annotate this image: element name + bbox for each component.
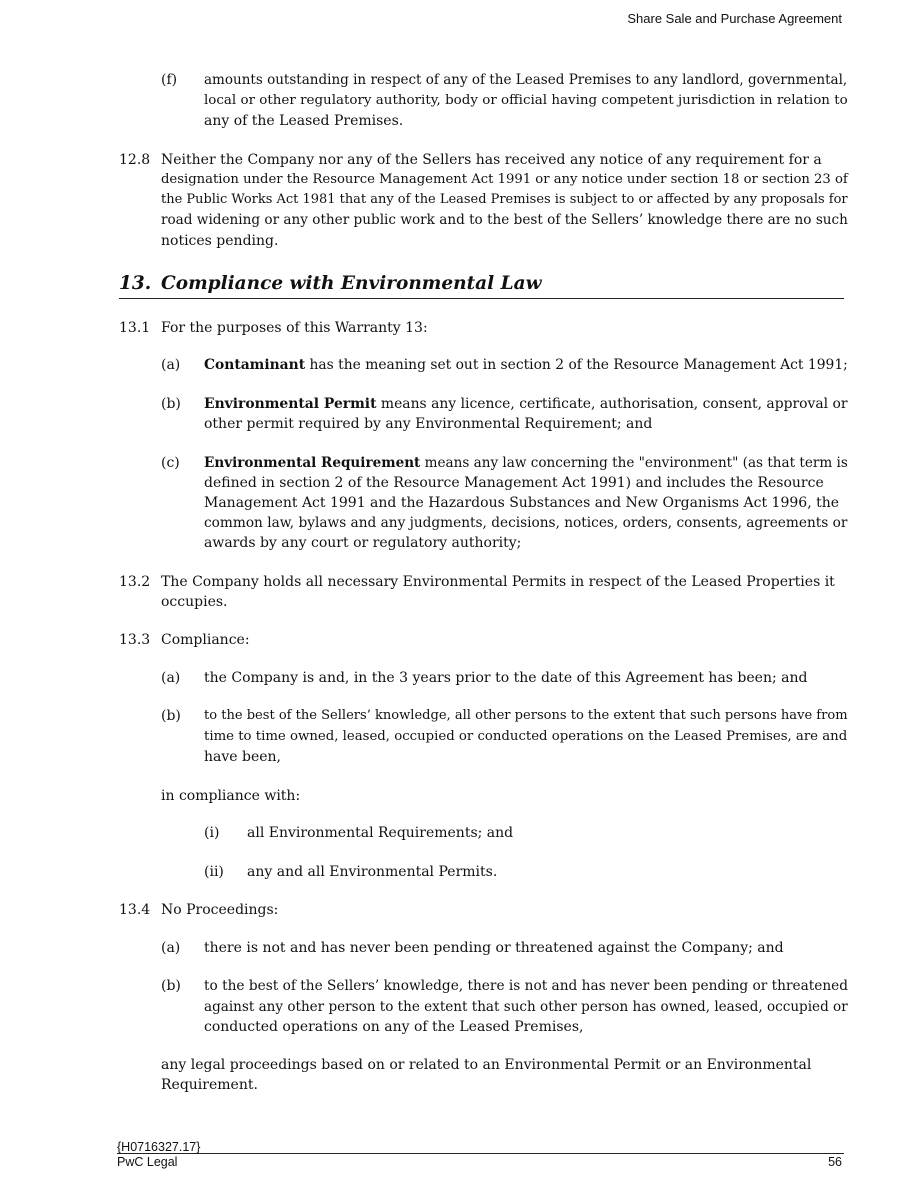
clause-number: 13.2 xyxy=(119,574,151,590)
clause-label: (a) xyxy=(161,670,181,686)
clause-label: (b) xyxy=(161,708,181,724)
clause-text-line: The Company holds all necessary Environmental Permits in respect of the Leased Properties it xyxy=(161,574,835,590)
definition-line: other permit required by any Environmental Requirement; and xyxy=(204,416,653,432)
definition-line xyxy=(204,355,848,375)
clause-text-line: have been, xyxy=(204,749,282,765)
definition-line xyxy=(204,394,848,414)
clause-label: (i) xyxy=(204,825,220,841)
clause-number: 12.8 xyxy=(119,152,151,168)
clause-text-line: there is not and has never been pending or threatened against the Company; and xyxy=(204,940,784,956)
clause-label: (a) xyxy=(161,940,181,956)
clause-label: (ii) xyxy=(204,864,224,880)
clause-text-line: the Company is and, in the 3 years prior to the date of this Agreement has been; and xyxy=(204,670,808,686)
clause-text-line: time to time owned, leased, occupied or conducted operations on the Leased Premises, are and xyxy=(204,729,848,744)
clause-text-line: to the best of the Sellers’ knowledge, there is not and has never been pending or threatened xyxy=(204,978,849,994)
clause-text-line: designation under the Resource Management Act 1991 or any notice under section 18 or section 23 of xyxy=(161,172,848,187)
section-title: Compliance with Environmental Law xyxy=(161,273,542,294)
clause-label: (c) xyxy=(161,455,180,471)
clause-text-line: For the purposes of this Warranty 13: xyxy=(161,320,428,336)
clause-text-line: No Proceedings: xyxy=(161,902,279,918)
definition-text: means any law concerning the "environment" (as that term is xyxy=(420,455,848,471)
definition-line: awards by any court or regulatory authority; xyxy=(204,535,522,551)
definition-line: common law, bylaws and any judgments, decisions, notices, orders, consents, agreements or xyxy=(204,515,848,531)
clause-text-line: the Public Works Act 1981 that any of the Leased Premises is subject to or affected by any proposals for xyxy=(161,192,848,207)
page-number: 56 xyxy=(828,1155,842,1169)
definition-line xyxy=(204,453,848,473)
clause-text-line: any and all Environmental Permits. xyxy=(247,864,498,880)
defined-term: Environmental Permit xyxy=(204,396,377,412)
clause-text-line: Requirement. xyxy=(161,1077,258,1093)
definition-line: Management Act 1991 and the Hazardous Substances and New Organisms Act 1996, the xyxy=(204,495,840,511)
clause-text-line: all Environmental Requirements; and xyxy=(247,825,514,841)
clause-number: 13.4 xyxy=(119,902,151,918)
clause-text-line: notices pending. xyxy=(161,233,279,249)
clause-text-line: any legal proceedings based on or related to an Environmental Permit or an Environmental xyxy=(161,1057,812,1073)
definition-text: means any licence, certificate, authorisation, consent, approval or xyxy=(376,396,848,412)
section-number: 13. xyxy=(119,273,152,294)
clause-text-line: to the best of the Sellers’ knowledge, all other persons to the extent that such persons have from xyxy=(204,708,848,723)
clause-label: (b) xyxy=(161,978,181,994)
clause-text-line: any of the Leased Premises. xyxy=(204,113,404,129)
clause-text-line: amounts outstanding in respect of any of the Leased Premises to any landlord, governmental, xyxy=(204,72,848,88)
clause-label: (f) xyxy=(161,72,178,88)
clause-number: 13.1 xyxy=(119,320,151,336)
clause-label: (a) xyxy=(161,357,181,373)
definition-text: has the meaning set out in section 2 of the Resource Management Act 1991; xyxy=(305,357,848,373)
defined-term: Contaminant xyxy=(204,357,306,373)
clause-text-line: road widening or any other public work and to the best of the Sellers’ knowledge there are no such xyxy=(161,212,848,228)
clause-text-line: Neither the Company nor any of the Sellers has received any notice of any requirement for a xyxy=(161,152,822,168)
running-header-title: Share Sale and Purchase Agreement xyxy=(627,11,842,26)
definition-line: defined in section 2 of the Resource Management Act 1991) and includes the Resource xyxy=(204,475,824,491)
section-heading xyxy=(119,270,844,299)
clause-text-line: in compliance with: xyxy=(161,788,301,804)
clause-text-line: against any other person to the extent that such other person has owned, leased, occupied or xyxy=(204,999,848,1015)
clause-text-line: conducted operations on any of the Leased Premises, xyxy=(204,1019,584,1035)
footer-document-reference: {H0716327.17} xyxy=(117,1140,201,1154)
clause-text-line: local or other regulatory authority, body or official having competent jurisdiction in relation to xyxy=(204,93,848,108)
clause-number: 13.3 xyxy=(119,632,151,648)
footer-firm-name: PwC Legal xyxy=(117,1155,178,1169)
clause-text-line: Compliance: xyxy=(161,632,250,648)
clause-text-line: occupies. xyxy=(161,594,228,610)
footer-divider xyxy=(117,1153,844,1154)
defined-term: Environmental Requirement xyxy=(204,455,421,471)
clause-label: (b) xyxy=(161,396,181,412)
